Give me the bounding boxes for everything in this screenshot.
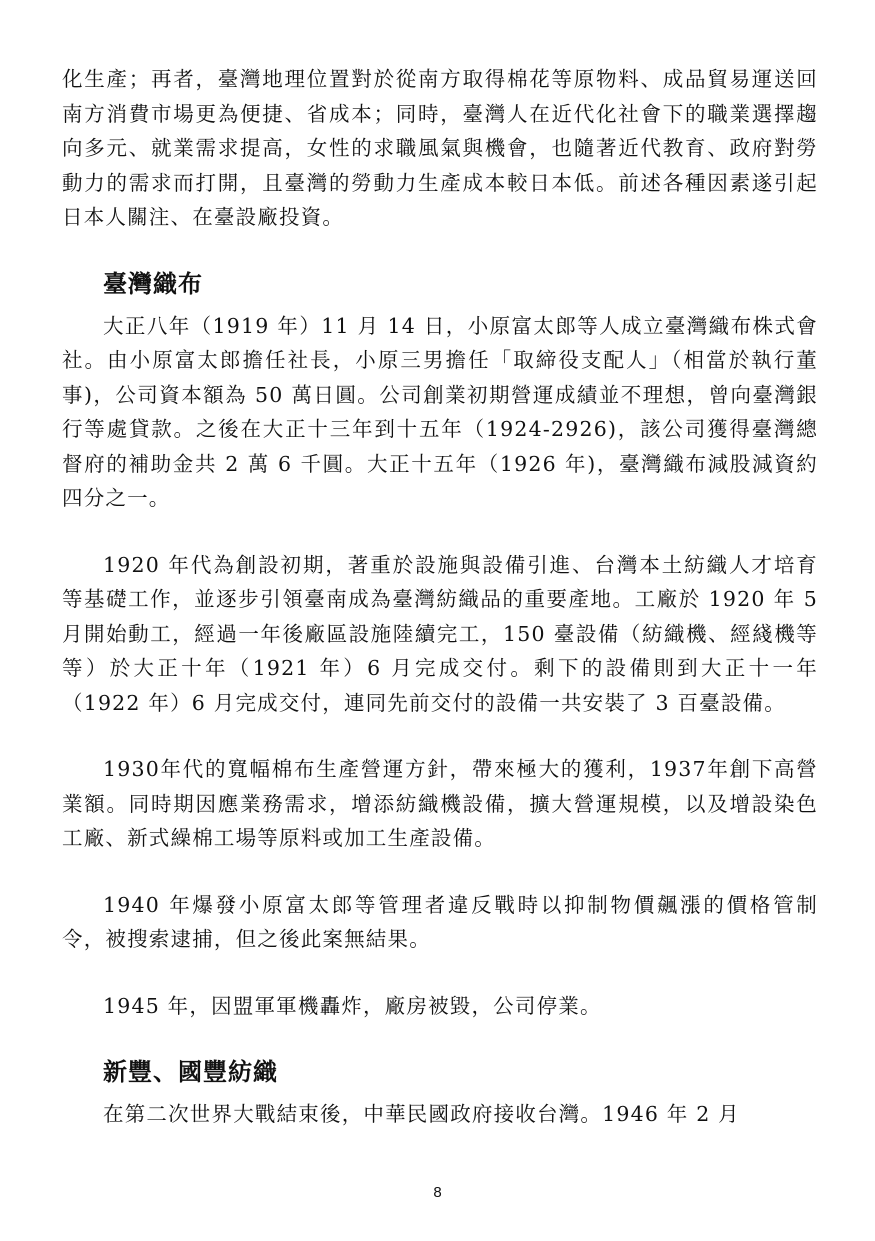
section-heading-taiwan-weaving: 臺灣織布 xyxy=(103,269,203,298)
paragraph-1940: 1940 年爆發小原富太郎等管理者違反戰時以抑制物價飆漲的價格管制令，被搜索逮捕，但之後此案無結果。 xyxy=(62,892,818,951)
document-page xyxy=(62,62,818,1132)
paragraph-1945: 1945 年，因盟軍軍機轟炸，廠房被毀，公司停業。 xyxy=(103,993,602,1018)
section-heading-xinfeng-guofeng: 新豐、國豐紡織 xyxy=(103,1058,278,1086)
paragraph-1930s: 1930年代的寬幅棉布生產營運方針，帶來極大的獲利，1937年創下高營業額。同時期因應業務需求，增添紡織機設備，擴大營運規模，以及增設染色工廠、新式繰棉工場等原料或加工生產設備。 xyxy=(62,757,818,850)
paragraph-company-founding: 大正八年（1919 年）11 月 14 日，小原富太郎等人成立臺灣織布株式會社。由小原富太郎擔任社長，小原三男擔任「取締役支配人」（相當於執行董事)，公司資本額為 50 萬日圓。公司創業初期營運成績並不理想，曾向臺灣銀行等處貸款。之後在大正十三年到十五年（1924-2926)，該公司獲得臺灣總督府的補助金共 2 萬 6 千圓。大正十五年（1926 年)，臺灣織布減股減資約四分之一。 xyxy=(62,313,818,510)
intro-paragraph-continued: 化生產；再者，臺灣地理位置對於從南方取得棉花等原物料、成品貿易運送回南方消費市場更為便捷、省成本；同時，臺灣人在近代化社會下的職業選擇趨向多元、就業需求提高，女性的求職風氣與機會，也隨著近代教育、政府對勞動力的需求而打開，且臺灣的勞動力生產成本較日本低。前述各種因素遂引起日本人關注、在臺設廠投資。 xyxy=(62,67,818,229)
paragraph-post-war: 在第二次世界大戰結束後，中華民國政府接收台灣。1946 年 2 月 xyxy=(103,1102,740,1126)
page-number: 8 xyxy=(433,1184,442,1201)
paragraph-1920s: 1920 年代為創設初期，著重於設施與設備引進、台灣本土紡織人才培育等基礎工作，並逐步引領臺南成為臺灣紡織品的重要產地。工廠於 1920 年 5 月開始動工，經過一年後廠區設施陸續完工，150 臺設備（紡織機、經綫機等等）於大正十年（1921 年）6 月完成交付。剩下的設備則到大正十一年（1922 年）6 月完成交付，連同先前交付的設備一共安裝了 3 百臺設備。 xyxy=(62,552,818,715)
